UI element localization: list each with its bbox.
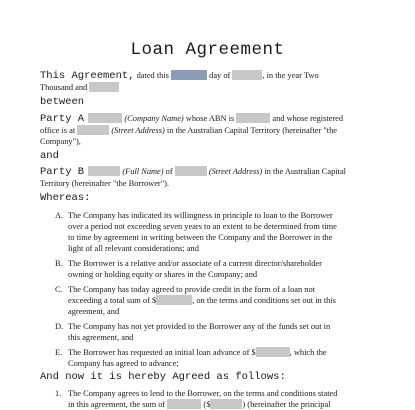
party-a-company-close: Company"), (40, 137, 81, 146)
clause-a-line: The Company has indicated its willingness in principle to loan to the Borrower (68, 211, 333, 220)
company-name-field[interactable] (88, 113, 122, 123)
day-field[interactable] (171, 70, 207, 80)
agreed-heading: And now it is hereby Agreed as follows: (40, 371, 286, 383)
party-a-line-1 (40, 113, 343, 125)
intro-line-2 (40, 82, 119, 93)
party-b-borrower: Territory (hereinafter "the Borrower"). (40, 179, 170, 188)
clause-e-text: , which the (289, 348, 327, 357)
principal-amount-field[interactable] (210, 399, 242, 409)
clause-c-text: exceeding a total sum of $ (68, 296, 157, 305)
intro-lead: This Agreement, (40, 70, 135, 82)
term-1-text: ($ (201, 400, 211, 409)
and-label: and (40, 150, 59, 162)
intro-dated: dated this (134, 71, 172, 80)
borrower-address-hint: (Street Address) (208, 167, 263, 176)
whereas-heading: Whereas: (40, 192, 91, 204)
year-field[interactable] (89, 82, 119, 92)
principal-words-field[interactable] (167, 399, 201, 409)
clause-b-line: The Borrower is a relative and/or associate of a current director/shareholder (68, 259, 322, 268)
clause-c-line: agreement, and (68, 307, 120, 316)
company-address-field[interactable] (77, 125, 109, 135)
clause-c-line-2 (68, 295, 336, 306)
party-a-line-2 (40, 125, 337, 136)
party-b-territory: in the Australian Capital (262, 167, 346, 176)
initial-advance-field[interactable] (256, 347, 290, 357)
party-a-label: Party A (40, 113, 85, 125)
intro-line (40, 70, 319, 82)
clause-marker: A. (55, 211, 64, 220)
intro-thousand: Thousand and (40, 83, 88, 92)
term-1-text: ) (hereinafter the principal (242, 400, 331, 409)
between-label: between (40, 96, 85, 108)
party-b-of: of (163, 167, 175, 176)
term-1-text: in this agreement, the sum of (68, 400, 168, 409)
company-name-hint: (Company Name) (124, 114, 184, 123)
clause-a-line: to time by agreement in writing between the Company and the Borrower in the (68, 233, 333, 242)
clause-e-text: The Borrower has requested an initial loan advance of $ (68, 348, 256, 357)
intro-day-of: day of (207, 71, 233, 80)
clause-marker: C. (55, 285, 63, 294)
party-b-line-1 (40, 166, 346, 178)
clause-b-line: owning or holding equity or shares in the Company; and (68, 270, 258, 279)
term-1-line-2 (68, 399, 331, 410)
company-address-hint: (Street Address) (111, 126, 165, 135)
document-title: Loan Agreement (130, 40, 285, 60)
party-a-registered: and whose registered (270, 114, 344, 123)
clause-a-line: light of all relevant considerations; and (68, 244, 199, 253)
party-a-territory: in the Australian Capital Territory (hereinafter "the (164, 126, 338, 135)
intro-year: , in the year Two (262, 71, 319, 80)
clause-c-text: , on the terms and conditions set out in this (192, 296, 336, 305)
party-a-abn: whose ABN is (183, 114, 237, 123)
clause-e-line: Company has agreed to advance; (68, 359, 179, 368)
borrower-name-hint: (Full Name) (122, 167, 164, 176)
clause-marker: E. (55, 348, 63, 357)
borrower-address-field[interactable] (175, 166, 207, 176)
clause-marker: B. (55, 259, 63, 268)
month-field[interactable] (232, 70, 262, 80)
clause-c-line: The Company has today agreed to provide credit in the form of a loan not (68, 285, 315, 294)
clause-marker: D. (55, 322, 64, 331)
borrower-name-field[interactable] (88, 166, 120, 176)
clause-d-line: The Company has not yet provided to the Borrower any of the funds set out in (68, 322, 331, 331)
abn-field[interactable] (236, 113, 270, 123)
clause-d-line: this agreement, and (68, 333, 134, 342)
clause-e-line-1 (68, 347, 327, 358)
office-at: office is at (40, 126, 78, 135)
term-marker: 1. (55, 389, 62, 398)
total-sum-field[interactable] (156, 295, 192, 305)
term-1-line: The Company agrees to lend to the Borrower, on the terms and conditions stated (68, 389, 338, 398)
party-b-label: Party B (40, 166, 85, 178)
clause-a-line: over a period not exceeding seven years to an extent to be determined from time (68, 222, 337, 231)
